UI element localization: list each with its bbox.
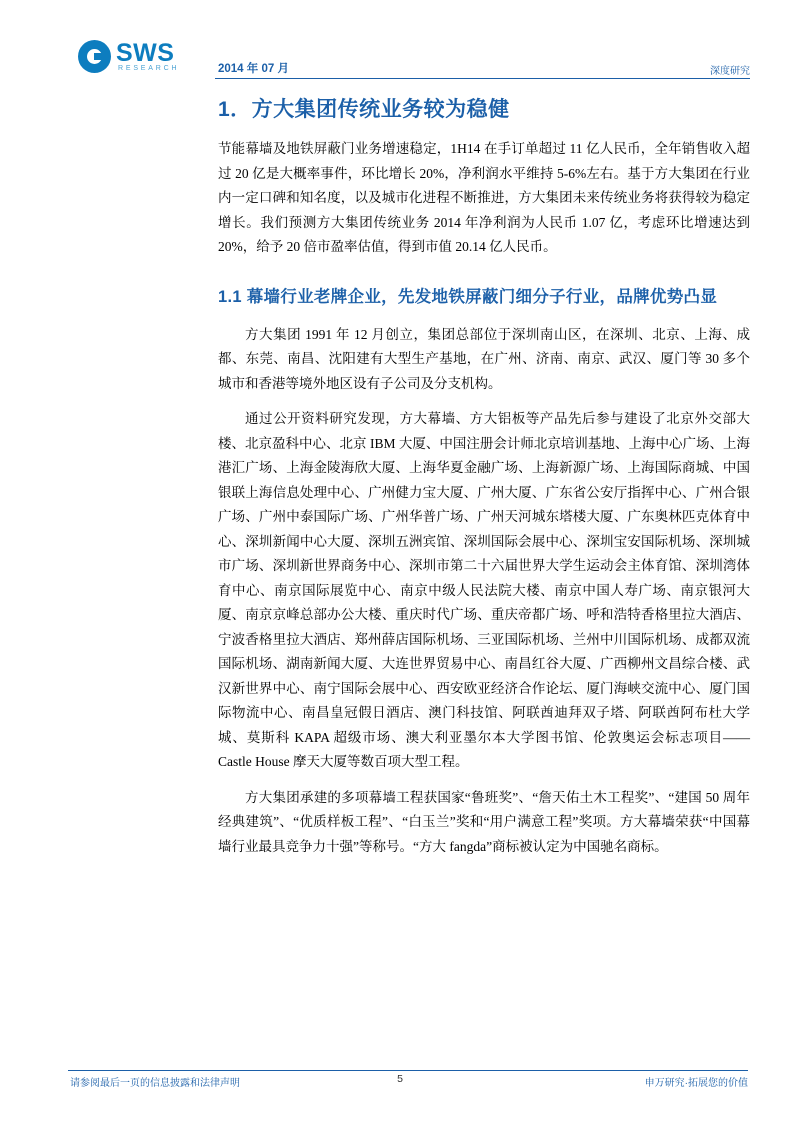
page-content (218, 95, 750, 870)
header-report-type: 深度研究 (710, 66, 750, 77)
footer-slogan: 申万研究·拓展您的价值 (644, 1078, 748, 1089)
page-header (0, 0, 800, 92)
body-paragraph: 方大集团 1991 年 12 月创立，集团总部位于深圳南山区，在深圳、北京、上海、成都、东莞、南昌、沈阳建有大型生产基地，在广州、济南、南京、武汉、厦门等 30 多个城市和香港等境外地区设有子公司及分支机构。 (218, 326, 750, 391)
intro-paragraph: 节能幕墙及地铁屏蔽门业务增速稳定，1H14 在手订单超过 11 亿人民币，全年销售收入超过 20 亿是大概率事件，环比增长 20%，净利润水平维持 5-6%左右。基于方大集团在行业内一定口碑和知名度，以及城市化进程不断推进，方大集团未来传统业务将获得较为稳定增长。我们预测方大集团传统业务 2014 年净利润为人民币 1.07 亿，考虑环比增速达到 20%，给予 20 倍市盈率估值，得到市值 20.14 亿人民币。 (218, 141, 750, 254)
header-date: 2014 年 07 月 (218, 63, 289, 75)
sws-logo-icon (78, 40, 111, 73)
header-divider (215, 78, 750, 79)
logo-text: SWS (116, 39, 175, 67)
footer-divider (68, 1070, 748, 1071)
section-title: 1．方大集团传统业务较为稳健 (218, 98, 510, 121)
sws-logo (78, 38, 198, 78)
footer-disclaimer: 请参阅最后一页的信息披露和法律声明 (70, 1078, 240, 1089)
page-number: 5 (397, 1073, 403, 1085)
logo-subtext: RESEARCH (118, 65, 180, 72)
subsection-title: 1.1 幕墙行业老牌企业，先发地铁屏蔽门细分子行业，品牌优势凸显 (218, 287, 718, 306)
body-paragraph: 通过公开资料研究发现，方大幕墙、方大铝板等产品先后参与建设了北京外交部大楼、北京盈科中心、北京 IBM 大厦、中国注册会计师北京培训基地、上海中心广场、上海港汇广场、上海金陵海欣大厦、上海华夏金融广场、上海新源广场、上海国际商城、中国银联上海信息处理中心、广州健力宝大厦、广州大厦、广东省公安厅指挥中心、广州合银广场、广州中泰国际广场、广州华普广场、广州天河城东塔楼大厦、广东奥林匹克体育中心、深圳新闻中心大厦、深圳五洲宾馆、深圳国际会展中心、深圳宝安国际机场、深圳城市广场、深圳新世界商务中心、深圳市第二十六届世界大学生运动会主体育馆、深圳湾体育中心、南京国际展览中心、南京中级人民法院大楼、南京中国人寿广场、南京银河大厦、南京京峰总部办公大楼、重庆时代广场、重庆帝都广场、呼和浩特香格里拉大酒店、宁波香格里拉大酒店、郑州薛店国际机场、三亚国际机场、兰州中川国际机场、成都双流国际机场、湖南新闻大厦、大连世界贸易中心、南昌红谷大厦、广西柳州文昌综合楼、武汉新世界中心、南宁国际会展中心、西安欧亚经济合作论坛、厦门海峡交流中心、厦门国际物流中心、南昌皇冠假日酒店、澳门科技馆、阿联酋迪拜双子塔、阿联酋阿布杜大学城、莫斯科 KAPA 超级市场、澳大利亚墨尔本大学图书馆、伦敦奥运会标志项目——Castle House 摩天大厦等数百项大型工程。 (218, 411, 750, 769)
body-paragraph: 方大集团承建的多项幕墙工程获国家“鲁班奖”、“詹天佑土木工程奖”、“建国 50 周年经典建筑”、“优质样板工程”、“白玉兰”奖和“用户满意工程”奖项。方大幕墙荣获“中国幕墙行业最具竞争力十强”等称号。“方大 fangda”商标被认定为中国驰名商标。 (218, 789, 750, 854)
